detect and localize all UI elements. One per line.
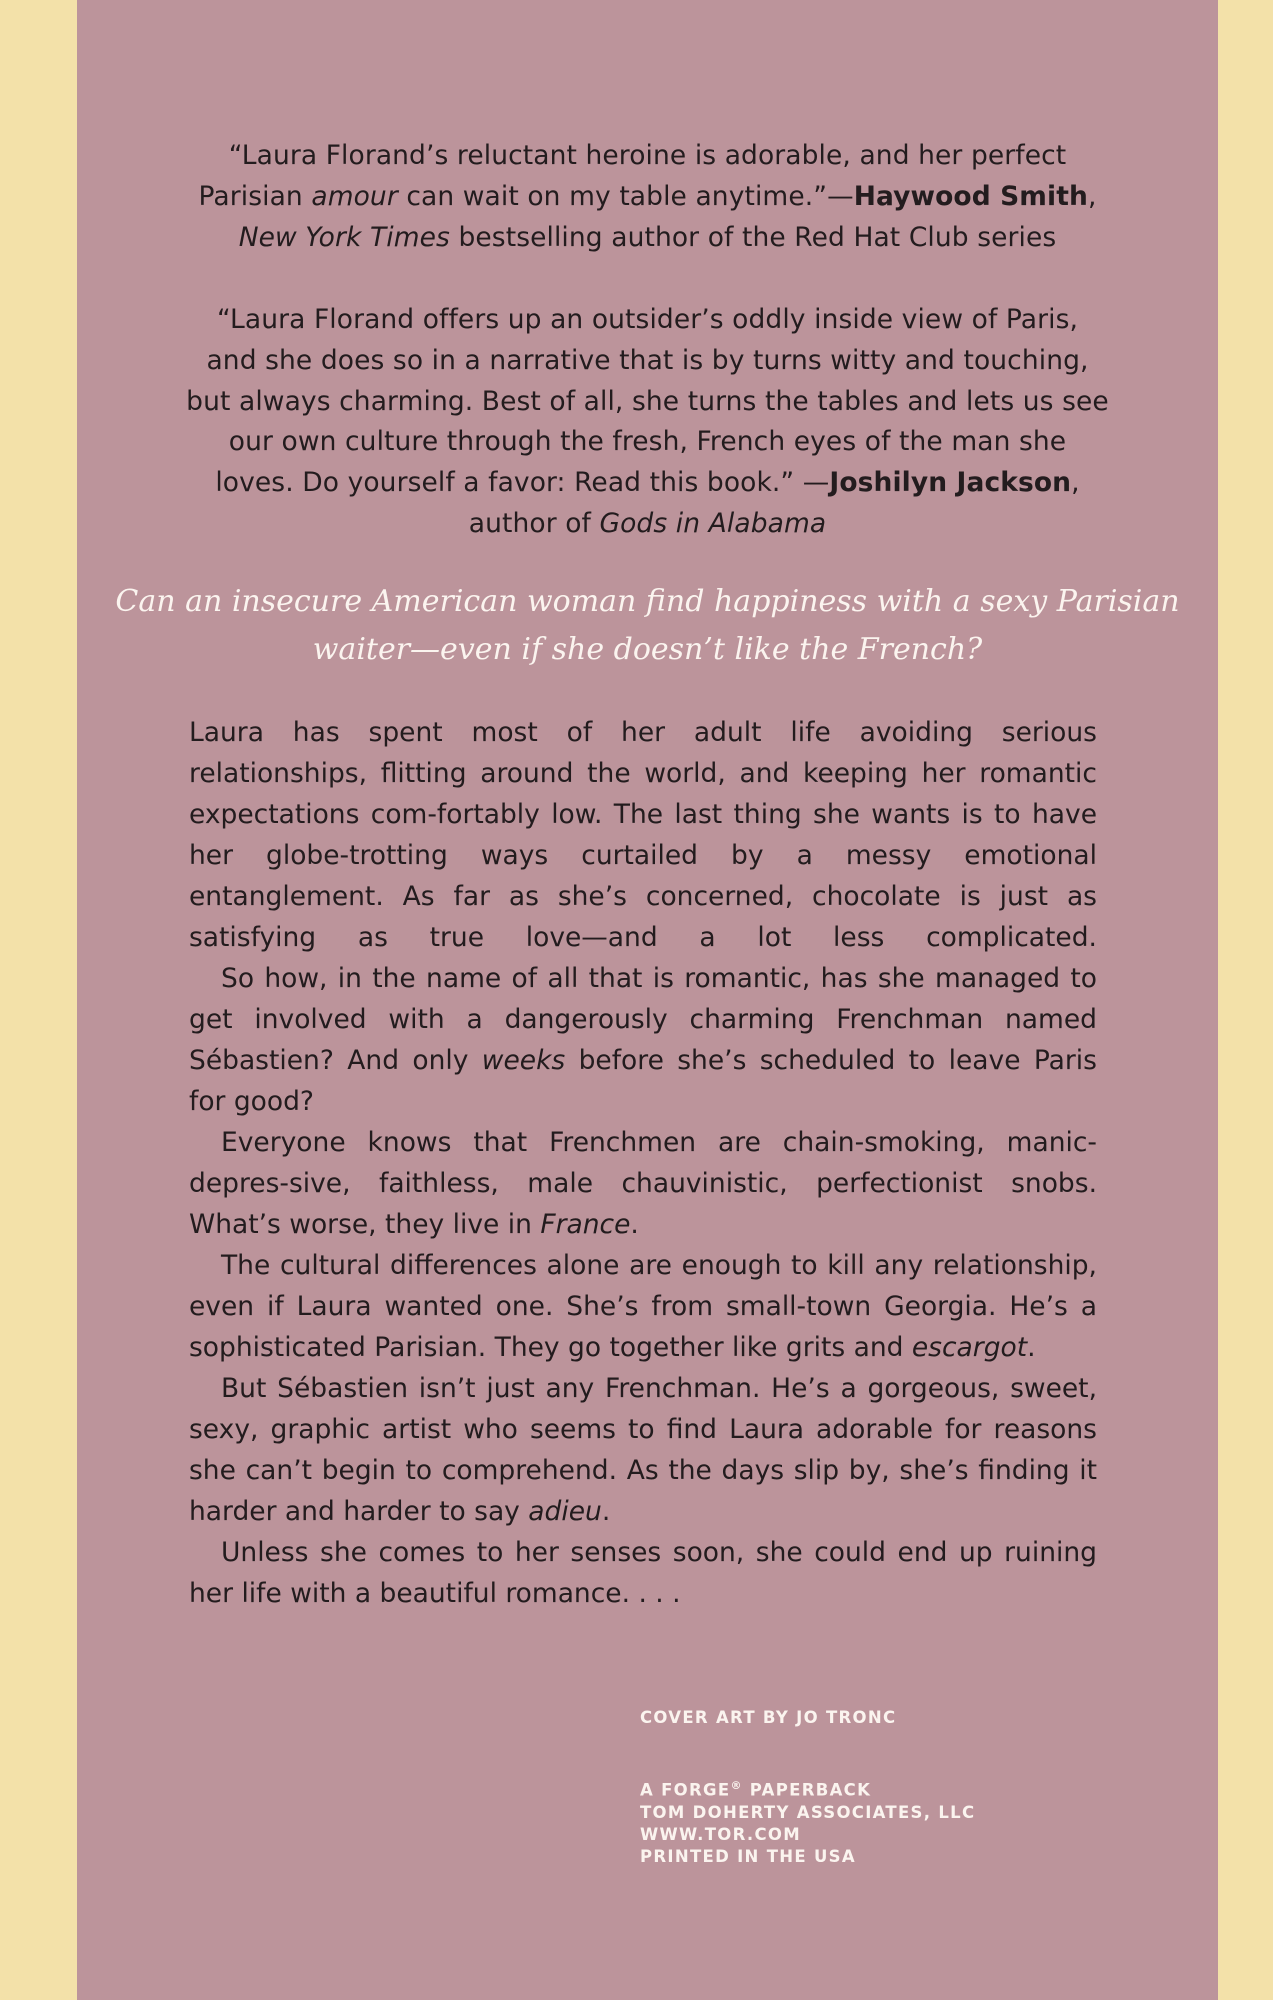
- blurb-line: author of Gods in Alabama: [468, 507, 827, 539]
- printed-line: PRINTED IN THE USA: [640, 1846, 856, 1866]
- reviewer-name: Joshilyn Jackson: [829, 467, 1072, 499]
- tagline-line: waiter—even if she doesn’t like the French?: [312, 632, 983, 667]
- cover-art-credit: COVER ART BY JO TRONC: [640, 1708, 897, 1727]
- back-cover: [77, 0, 1218, 2000]
- synopsis-paragraph: Laura has spent most of her adult life avoiding serious relationships, flitting around the world, and keeping her romantic expectations com-fortably low. The last thing she wants is to have her globe-trotting ways curtailed by a messy emotional entanglement. As far as she’s concerned, chocolate is just as satisfying as true love—and a lot less complicated.: [189, 717, 1098, 953]
- tagline-line: Can an insecure American woman find happiness with a sexy Parisian: [115, 584, 1180, 619]
- blurb-line: Parisian amour can wait on my table anytime.”—Haywood Smith,: [198, 180, 1097, 212]
- synopsis-paragraph: So how, in the name of all that is romantic, has she managed to get involved with a dangerously charming Frenchman named Sébastien? And only weeks before she’s scheduled to leave Paris for good?: [189, 963, 1097, 1117]
- reviewer-name: Haywood Smith: [853, 180, 1088, 212]
- synopsis: [189, 712, 1097, 1614]
- review-blurb-jackson: [77, 300, 1218, 545]
- blurb-line: New York Times bestselling author of the Red Hat Club series: [238, 221, 1057, 253]
- blurb-line: “Laura Florand offers up an outsider’s oddly inside view of Paris,: [216, 304, 1079, 335]
- blurb-line: loves. Do yourself a favor: Read this book.” —Joshilyn Jackson,: [215, 467, 1080, 499]
- blurb-line: “Laura Florand’s reluctant heroine is adorable, and her perfect: [228, 140, 1067, 171]
- blurb-line: our own culture through the fresh, French eyes of the man she: [228, 426, 1067, 458]
- publisher-info: [640, 1775, 975, 1868]
- synopsis-paragraph: The cultural differences alone are enough to kill any relationship, even if Laura wanted one. She’s from small-town Georgia. He’s a sophisticated Parisian. They go together like grits and escargot.: [189, 1250, 1097, 1363]
- blurb-line: and she does so in a narrative that is by turns witty and touching,: [206, 344, 1089, 376]
- company-line: TOM DOHERTY ASSOCIATES, LLC: [640, 1802, 976, 1822]
- synopsis-paragraph: Unless she comes to her senses soon, she could end up ruining her life with a beautiful romance. . . .: [189, 1537, 1097, 1609]
- tagline: [77, 578, 1218, 674]
- blurb-line: but always charming. Best of all, she turns the tables and lets us see: [186, 385, 1109, 417]
- publisher-line: A FORGE® PAPERBACK: [640, 1779, 872, 1800]
- website-link: WWW.TOR.COM: [640, 1824, 801, 1844]
- synopsis-paragraph: But Sébastien isn’t just any Frenchman. He’s a gorgeous, sweet, sexy, graphic artist who seems to find Laura adorable for reasons she can’t begin to comprehend. As the days slip by, she’s finding it harder and harder to say adieu.: [189, 1373, 1097, 1527]
- synopsis-paragraph: Everyone knows that Frenchmen are chain-smoking, manic-depres-sive, faithless, male chauvinistic, perfectionist snobs. What’s worse, they live in France.: [189, 1127, 1097, 1240]
- review-blurb-smith: [77, 136, 1218, 258]
